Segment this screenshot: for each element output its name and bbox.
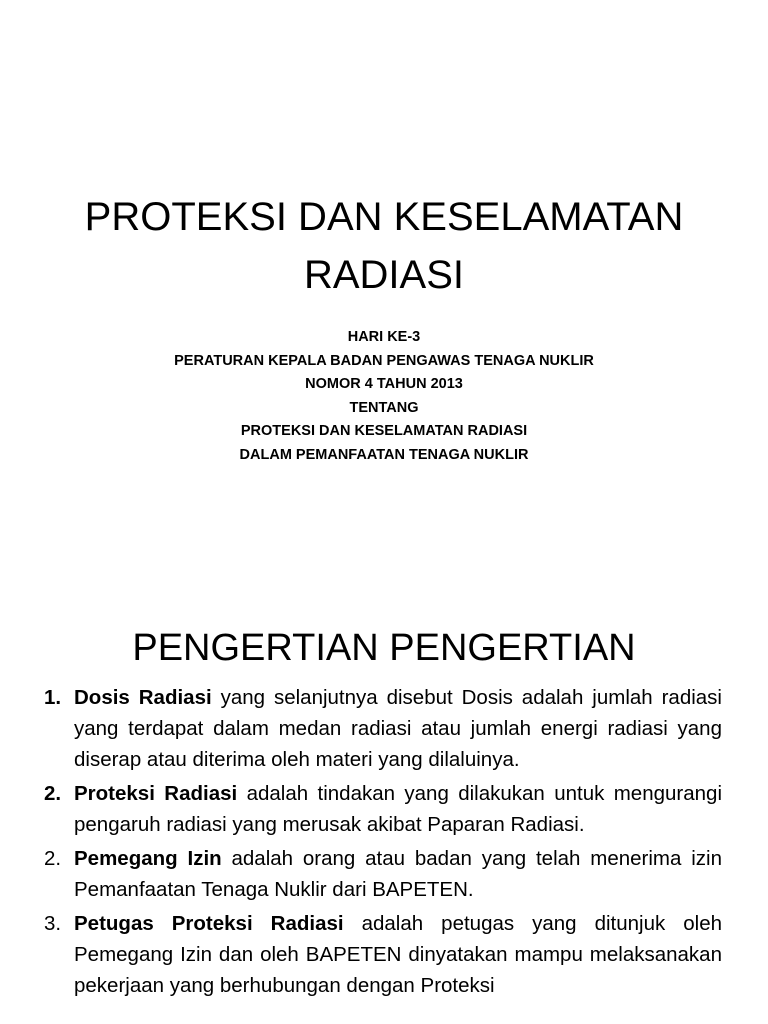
definition-number: 1. [44, 686, 62, 709]
definition-text: adalah orang atau badan yang telah menerima izin Pemanfaatan Tenaga Nuklir dari BAPETEN. [74, 847, 722, 901]
definition-text: adalah petugas yang ditunjuk oleh Pemegang Izin dan oleh BAPETEN dinyatakan mampu melaksanakan pekerjaan yang berhubungan dengan Proteksi [74, 912, 723, 997]
definition-term: Dosis Radiasi [74, 686, 212, 709]
slide-title-line-1: PROTEKSI DAN KESELAMATAN [84, 195, 684, 239]
definition-item [44, 682, 722, 775]
definition-text: yang selanjutnya disebut Dosis adalah jumlah radiasi yang terdapat dalam medan radiasi atau jumlah energi radiasi yang diserap atau diterima oleh materi yang dilaluinya. [74, 686, 722, 771]
definition-item [44, 778, 722, 840]
section-heading: PENGERTIAN PENGERTIAN [132, 627, 636, 669]
definition-number: 3. [44, 912, 62, 935]
subtitle-day: HARI KE-3 [347, 329, 421, 345]
definition-term: Pemegang Izin [74, 847, 222, 870]
definition-number: 2. [44, 847, 62, 870]
subtitle-number: NOMOR 4 TAHUN 2013 [305, 376, 463, 392]
definition-term: Proteksi Radiasi [74, 782, 238, 805]
definition-text: adalah tindakan yang dilakukan untuk mengurangi pengaruh radiasi yang merusak akibat Paparan Radiasi. [74, 782, 722, 836]
definition-term: Petugas Proteksi Radiasi [74, 912, 344, 935]
subtitle-scope: DALAM PEMANFAATAN TENAGA NUKLIR [239, 446, 529, 463]
subtitle-about: TENTANG [349, 399, 419, 416]
definition-list [44, 682, 722, 1004]
slide-title-line-2: RADIASI [303, 253, 465, 297]
definition-item [44, 843, 722, 905]
definition-item [44, 908, 722, 1001]
subtitle-regulation: PERATURAN KEPALA BADAN PENGAWAS TENAGA NUKLIR [174, 352, 594, 369]
subtitle-topic: PROTEKSI DAN KESELAMATAN RADIASI [240, 423, 528, 439]
slide-title [40, 188, 728, 304]
slide-subtitle [40, 326, 728, 467]
definition-number: 2. [44, 782, 62, 805]
